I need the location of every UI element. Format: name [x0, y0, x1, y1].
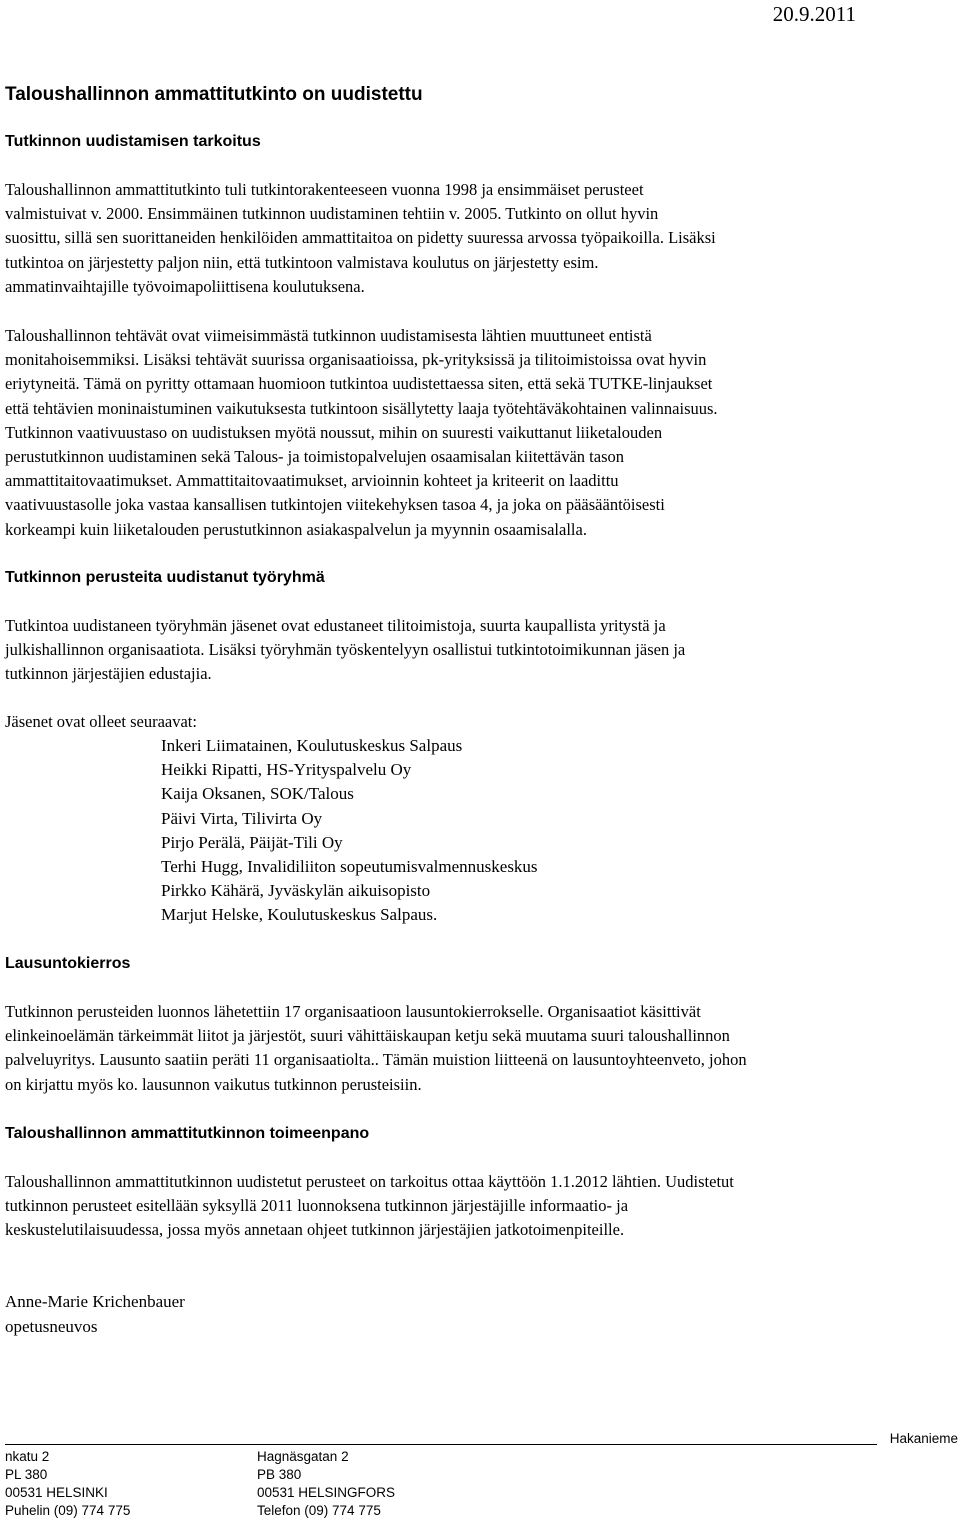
consultation-heading: Lausuntokierros [5, 955, 131, 972]
text-line: julkishallinnon organisaatiota. Lisäksi työryhmän työskentelyyn osallistui tutkintotoimikunnan jäsen ja [5, 640, 686, 660]
text-line: Tutkintoa uudistaneen työryhmän jäsenet ovat edustaneet tilitoimistoja, suurta kaupallista yritystä ja [5, 616, 666, 635]
footer-line: nkatu 2 [5, 1449, 50, 1464]
document-date: 20.9.2011 [772, 2, 856, 26]
footer-divider [5, 1444, 877, 1445]
footer-address-label: Hakanieme [889, 1431, 958, 1446]
text-line: Tutkinnon perusteiden luonnos lähetettiin 17 organisaatioon lausuntokierrokselle. Organisaatiot käsittivät [5, 1002, 701, 1021]
footer-address-finnish [5, 1448, 130, 1520]
list-item: Kaija Oksanen, SOK/Talous [161, 784, 354, 804]
footer-address-swedish [257, 1448, 395, 1520]
footer-line: 00531 HELSINGFORS [257, 1485, 396, 1500]
text-line: että tehtävien moninaistuminen vaikutuksesta tutkintoon sisällytetty laaja työtehtäväkohtainen valinnaisuus. [5, 398, 718, 418]
text-line: ammattitaitovaatimukset. Ammattitaitovaatimukset, arvioinnin kohteet ja kriteerit on laadittu [5, 471, 619, 491]
signature-block [5, 1290, 185, 1339]
text-line: tutkinnon järjestäjien edustajia. [5, 664, 212, 684]
tasks-paragraph [5, 324, 955, 542]
purpose-heading: Tutkinnon uudistamisen tarkoitus [5, 133, 261, 150]
footer-line: Telefon (09) 774 775 [257, 1503, 381, 1518]
consultation-paragraph [5, 1000, 955, 1097]
list-item: Terhi Hugg, Invalidiliiton sopeutumisvalmennuskeskus [161, 857, 538, 877]
footer-line: PB 380 [257, 1467, 302, 1482]
text-line: ammatinvaihtajille työvoimapoliittisena koulutuksena. [5, 276, 365, 296]
text-line: keskustelutilaisuudessa, jossa myös annetaan ohjeet tutkinnon järjestäjien jatkotoimenpiteille. [5, 1220, 625, 1240]
text-line: valmistuivat v. 2000. Ensimmäinen tutkinnon uudistaminen tehtiin v. 2005. Tutkinto on ollut hyvin [5, 204, 659, 224]
footer-line: Puhelin (09) 774 775 [5, 1503, 131, 1518]
implementation-heading: Taloushallinnon ammattitutkinnon toimeenpano [5, 1125, 370, 1142]
text-line: suosittu, sillä sen suorittaneiden henkilöiden ammattitaitoa on pidetty suuressa arvossa työpaikoilla. Lisäksi [5, 228, 716, 248]
text-line: elinkeinoelämän tärkeimmät liitot ja järjestöt, suuri vähittäiskaupan ketju sekä muutama suuri taloushallinnon [5, 1026, 730, 1046]
text-line: Taloushallinnon tehtävät ovat viimeisimmästä tutkinnon uudistamisesta lähtien muuttuneet entistä [5, 326, 652, 345]
text-line: tutkinnon perusteet esitellään syksyllä 2011 luonnoksena tutkinnon järjestäjille informaatio- ja [5, 1196, 629, 1216]
members-intro [5, 710, 955, 734]
text-line: tutkintoa on järjestetty paljon niin, että tutkintoon valmistava koulutus on järjestetty esim. [5, 252, 599, 272]
list-item: Pirkko Kähärä, Jyväskylän aikuisopisto [161, 881, 431, 901]
text-line: Taloushallinnon ammattitutkinto tuli tutkintorakenteeseen vuonna 1998 ja ensimmäiset perusteet [5, 180, 644, 199]
text-line: Tutkinnon vaativuustaso on uudistuksen myötä noussut, mihin on suuresti vaikuttanut liiketalouden [5, 422, 663, 442]
workgroup-paragraph [5, 614, 955, 687]
list-item: Heikki Ripatti, HS-Yrityspalvelu Oy [161, 760, 412, 780]
text-line: perustutkinnon uudistaminen sekä Talous- ja toimistopalvelujen osaamisalan kiitettävän tason [5, 447, 624, 467]
list-item: Päivi Virta, Tilivirta Oy [161, 808, 323, 828]
implementation-paragraph [5, 1170, 955, 1243]
text-line: Jäsenet ovat olleet seuraavat: [5, 712, 197, 731]
footer-line: Hagnäsgatan 2 [257, 1449, 349, 1464]
text-line: monitahoisemmiksi. Lisäksi tehtävät suurissa organisaatioissa, pk-yrityksissä ja tilitoimistoissa ovat hyvin [5, 350, 707, 370]
footer-line: 00531 HELSINKI [5, 1485, 108, 1500]
signer-name: Anne-Marie Krichenbauer [5, 1292, 185, 1311]
text-line: on kirjattu myös ko. lausunnon vaikutus tutkinnon perusteisiin. [5, 1074, 422, 1094]
text-line: eriytyneitä. Tämä on pyritty ottamaan huomioon tutkintoa uudistettaessa siten, että sekä TUTKE-linjaukset [5, 374, 713, 394]
list-item: Inkeri Liimatainen, Koulutuskeskus Salpaus [161, 736, 463, 755]
list-item: Marjut Helske, Koulutuskeskus Salpaus. [161, 905, 438, 925]
text-line: Taloushallinnon ammattitutkinnon uudistetut perusteet on tarkoitus ottaa käyttöön 1.1.2012 lähtien. Uudistetut [5, 1172, 734, 1191]
text-line: korkeampi kuin liiketalouden perustutkinnon asiakaspalvelun ja myynnin osaamisalalla. [5, 519, 587, 539]
list-item: Pirjo Perälä, Päijät-Tili Oy [161, 832, 343, 852]
text-line: palveluyritys. Lausunto saatiin peräti 11 organisaatiolta.. Tämän muistion liitteenä on lausuntoyhteenveto, johon [5, 1050, 747, 1070]
document-title: Taloushallinnon ammattitutkinto on uudistettu [5, 84, 423, 105]
members-list [161, 734, 538, 928]
text-line: vaativuustasolle joka vastaa kansallisen tutkintojen viitekehyksen tasoa 4, ja joka on pääsääntöisesti [5, 495, 665, 515]
signer-role: opetusneuvos [5, 1316, 98, 1336]
workgroup-heading: Tutkinnon perusteita uudistanut työryhmä [5, 569, 325, 586]
footer-line: PL 380 [5, 1467, 48, 1482]
purpose-paragraph [5, 178, 955, 299]
